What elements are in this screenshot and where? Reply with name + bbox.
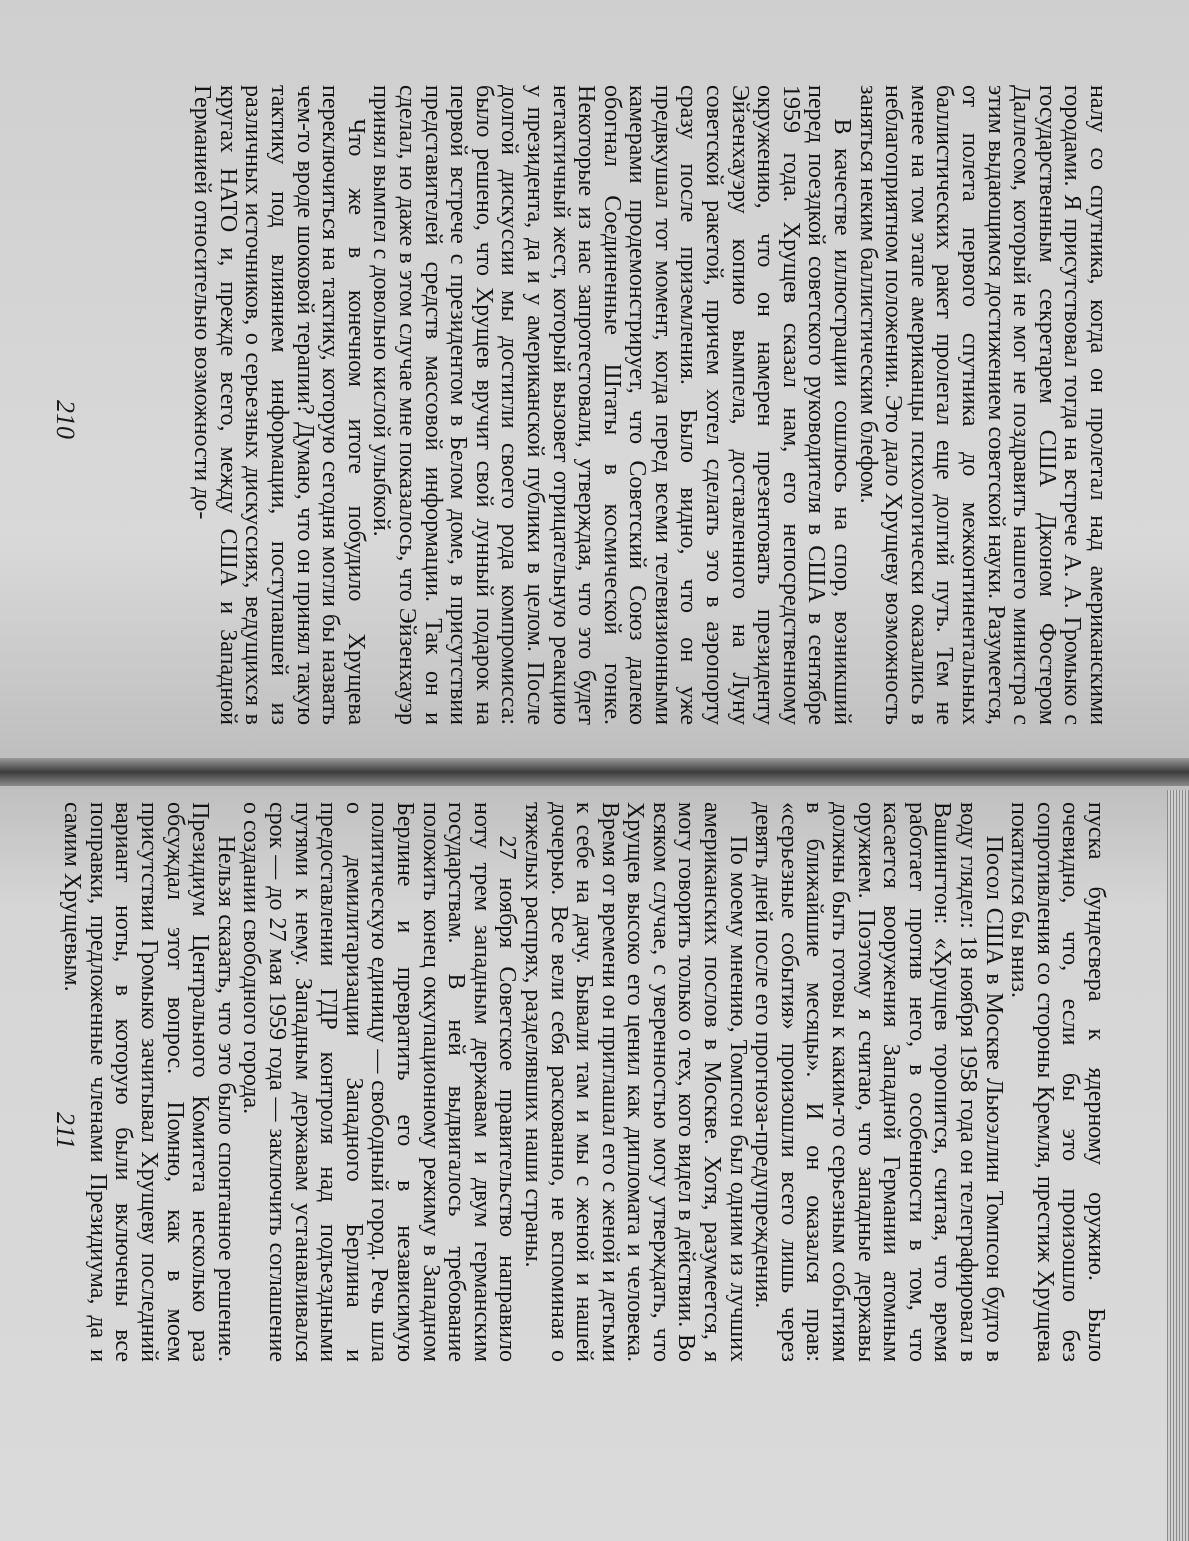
paragraph: Посол США в Москве Льюэллин Томпсон будто в воду глядел: 18 ноября 1958 года он телеграфировал в Вашингтон: «Хрущев торопится, считая, что время работает против него, в особенности в том, что касается вооружения Западной Германии атомным оружием. Поэтому я считаю, что западные державы должны быть готовы к каким-то серьезным событиям в ближайшие месяцы». И он оказался прав: «серьезные события» произошли всего лишь через девять дней после его прогноза-предупреждения. bbox=[750, 802, 1007, 1362]
paragraph: налу со спутника, когда он пролетал над американскими городами. Я присутствовал тогда на встрече А. А. Громыко с государственным секретарем США Джоном Фостером Даллесом, который не мог не поздравить нашего министра с этим выдающимся достижением советской науки. Разумеется, от полета первого спутника до межконтинентальных баллистических ракет пролегал еще долгий путь. Тем не менее на том этапе американцы психологически оказались в неблагоприятном положении. Это дало Хрущеву возможность заняться неким баллистическим блефом. bbox=[854, 85, 1111, 725]
paragraph: По моему мнению, Томпсон был одним из лучших американских послов в Москве. Хотя, разумеется, я могу говорить только о тех, кого видел в действии. Во всяком случае, с уверенностью могу утверждать, что Хрущев высоко его ценил как дипломата и человека. Время от времени он приглашал его с женой и детьми к себе на дачу. Бывали там и мы с женой и нашей дочерью. Все вели себя раскованно, не вспоминая о тяжелых распрях, разделявших наши страны. bbox=[519, 802, 751, 1362]
left-page-number: 210 bbox=[51, 400, 80, 439]
right-page-number: 211 bbox=[51, 1112, 80, 1150]
paragraph: В качестве иллюстрации сошлюсь на спор, возникший перед поездкой советского руководителя в США в сентябре 1959 года. Хрущев сказал нам, его непосредственному окружению, что он намерен презентовать президенту Эйзенхауэру копию вымпела, доставленного на Луну советской ракетой, причем хотел сделать это в аэропорту сразу после приземления. Было видно, что он уже предвкушал тот момент, когда перед всеми телевизионными камерами продемонстрирует, что Советский Союз далеко обогнал Соединенные Штаты в космической гонке. Некоторые из нас запротестовали, утверждая, что это будет нетактичный жест, который вызовет отрицательную реакцию у президента, да и у американской публики в целом. После долгой дискуссии мы достигли своего рода компромисса: было решено, что Хрущев вручит свой лунный подарок на первой встрече с президентом в Белом доме, в присутствии представителей средств массовой информации. Так он и сделал, но даже в этом случае мне показалось, что Эйзенхауэр принял вымпел с довольно кислой улыбкой. bbox=[368, 85, 856, 725]
left-page-text bbox=[80, 85, 1110, 725]
book-gutter bbox=[0, 758, 1189, 786]
page-edges bbox=[1167, 790, 1189, 1541]
paragraph: пуска бундесвера к ядерному оружию. Было очевидно, что, если бы это произошло без сопротивления со стороны Кремля, престиж Хрущева покатился бы вниз. bbox=[1006, 802, 1109, 1362]
paragraph: 27 ноября Советское правительство направило ноту трем западным державам и двум германским государствам. В ней выдвигалось требование положить конец оккупационному режиму в Западном Берлине и превратить его в независимую политическую единицу — свободный город. Речь шла о демилитаризации Западного Берлина и предоставлении ГДР контроля над подъездными путями к нему. Западным державам устанавливался срок — до 27 мая 1959 года — заключить соглашение о создании свободного города. bbox=[238, 802, 521, 1362]
paragraph: Нельзя сказать, что это было спонтанное решение. Президиум Центрального Комитета несколько раз обсуждал этот вопрос. Помню, как в моем присутствии Громыко зачитывал Хрущеву последний вариант ноты, в которую были включены все поправки, предложенные членами Президиума, да и самим Хрущевым. bbox=[59, 802, 239, 1362]
paragraph: Что же в конечном итоге побудило Хрущева переключиться на тактику, которую сегодня могли бы назвать чем-то вроде шоковой терапии? Думаю, что он принял такую тактику под влиянием информации, поступавшей из различных источников, о серьезных дискуссиях, ведущихся в кругах НАТО и, прежде всего, между США и Западной Германией относительно возможности до- bbox=[189, 85, 369, 725]
